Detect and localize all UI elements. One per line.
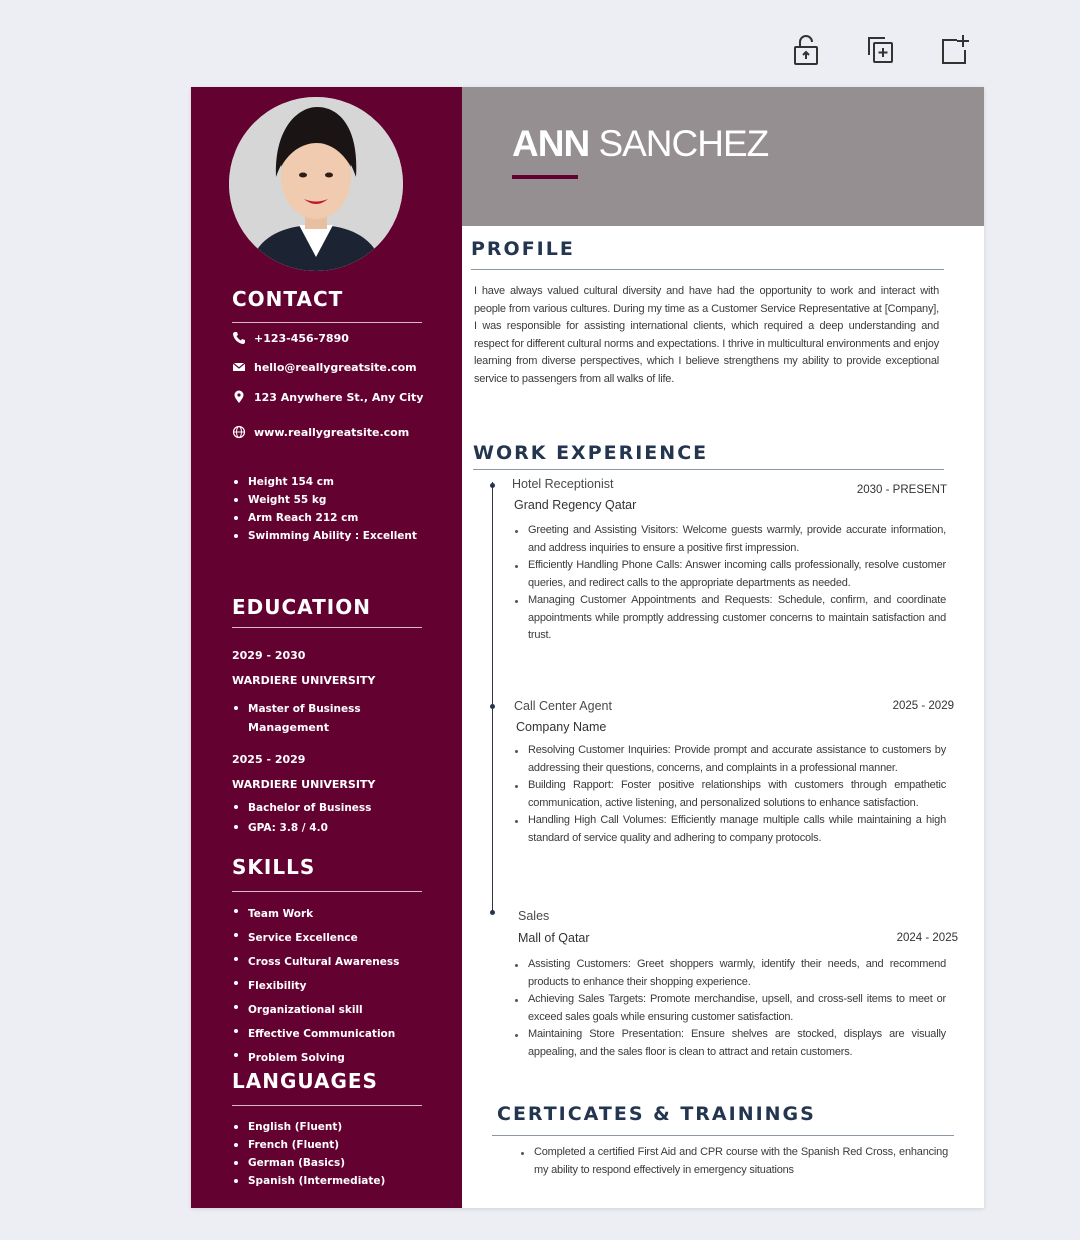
skills-heading: SKILLS	[232, 855, 316, 879]
contact-phone[interactable]: +123-456-7890	[232, 331, 349, 345]
list-item: Resolving Customer Inquiries: Provide prompt and accurate assistance to customers by addressing their questions, concerns, and complaints in a professional manner.	[512, 742, 946, 777]
languages-list	[232, 1118, 385, 1190]
education-details	[232, 798, 371, 838]
skills-list	[232, 902, 399, 1070]
list-item: German (Basics)	[232, 1154, 385, 1172]
list-item: Greeting and Assisting Visitors: Welcome guests warmly, provide accurate information, and address inquiries to ensure a positive first impression.	[512, 522, 946, 557]
add-page-button[interactable]	[932, 28, 976, 72]
list-item: Flexibility	[232, 974, 399, 998]
person-portrait-icon	[229, 97, 403, 271]
contact-email[interactable]: hello@reallygreatsite.com	[232, 360, 417, 374]
work-experience-divider	[473, 469, 944, 470]
duplicate-page-icon	[863, 33, 897, 67]
languages-divider	[232, 1105, 422, 1106]
timeline-dot	[490, 910, 495, 915]
job-title: Call Center Agent	[514, 699, 612, 713]
job-company: Company Name	[516, 720, 607, 734]
list-item: French (Fluent)	[232, 1136, 385, 1154]
work-experience-heading: WORK EXPERIENCE	[473, 442, 709, 464]
list-item: Achieving Sales Targets: Promote merchandise, upsell, and cross-sell items to meet or exceed sales goals while ensuring customer satisfaction.	[512, 991, 946, 1026]
contact-address: 123 Anywhere St., Any City	[232, 390, 423, 404]
list-item: Team Work	[232, 902, 399, 926]
list-item: Bachelor of Business	[232, 798, 371, 818]
education-school: WARDIERE UNIVERSITY	[232, 778, 376, 791]
list-item: Effective Communication	[232, 1022, 399, 1046]
unlock-icon	[789, 33, 823, 67]
contact-divider	[232, 322, 422, 323]
education-years: 2029 - 2030	[232, 649, 306, 662]
candidate-name: ANN SANCHEZ	[512, 123, 769, 164]
education-school: WARDIERE UNIVERSITY	[232, 674, 376, 687]
contact-website[interactable]: www.reallygreatsite.com	[232, 425, 409, 439]
experience-timeline	[492, 482, 493, 914]
add-page-icon	[937, 33, 971, 67]
job-responsibilities	[512, 742, 946, 847]
education-details	[232, 699, 361, 719]
list-item: Weight 55 kg	[232, 491, 417, 509]
job-title: Hotel Receptionist	[512, 477, 614, 491]
list-item: Building Rapport: Foster positive relationships with customers through empathetic communication, active listening, and personalized solutions to enhance satisfaction.	[512, 777, 946, 812]
list-item: Master of Business	[232, 699, 361, 719]
list-item: Cross Cultural Awareness	[232, 950, 399, 974]
location-pin-icon	[232, 390, 246, 404]
document-toolbar	[780, 28, 980, 72]
name-header	[462, 87, 984, 226]
education-detail-continued: Management	[248, 721, 329, 734]
certificates-list	[518, 1144, 948, 1179]
timeline-dot	[490, 483, 495, 488]
timeline-dot	[490, 704, 495, 709]
list-item: Problem Solving	[232, 1046, 399, 1070]
list-item: Efficiently Handling Phone Calls: Answer incoming calls professionally, resolve customer queries, and redirect calls to the appropriate departments as needed.	[512, 557, 946, 592]
job-title: Sales	[518, 909, 550, 923]
profile-text: I have always valued cultural diversity and have had the opportunity to work and interact with people from various cultures. During my time as a Customer Service Representative at [Company], I was responsible for assisting international clients, which required a deep understanding and respect for different cultural norms and expectations. I thrive in multicultural environments and enjoy learning from diverse perspectives, which I believe strengthens my ability to provide exceptional service to passengers from all walks of life.	[474, 285, 939, 385]
list-item: Height 154 cm	[232, 473, 417, 491]
attributes-list	[232, 473, 417, 545]
education-years: 2025 - 2029	[232, 753, 306, 766]
email-icon	[232, 360, 246, 374]
languages-heading: LANGUAGES	[232, 1069, 378, 1093]
job-company: Mall of Qatar	[518, 931, 590, 945]
name-underline	[512, 175, 578, 179]
job-company: Grand Regency Qatar	[514, 498, 637, 512]
list-item: Service Excellence	[232, 926, 399, 950]
list-item: GPA: 3.8 / 4.0	[232, 818, 371, 838]
phone-icon	[232, 331, 246, 345]
list-item: Handling High Call Volumes: Efficiently manage multiple calls while maintaining a high standard of service quality and adhering to company protocols.	[512, 812, 946, 847]
list-item: Assisting Customers: Greet shoppers warmly, identify their needs, and recommend products to enhance their shopping experience.	[512, 956, 946, 991]
unlock-button[interactable]	[784, 28, 828, 72]
resume-sidebar	[191, 87, 462, 1208]
certificates-divider	[492, 1135, 954, 1136]
job-dates: 2024 - 2025	[896, 932, 958, 944]
list-item: Spanish (Intermediate)	[232, 1172, 385, 1190]
job-responsibilities	[512, 956, 946, 1061]
education-divider	[232, 627, 422, 628]
list-item: Managing Customer Appointments and Requests: Schedule, confirm, and coordinate appointments while promptly addressing customer concerns to maintain satisfaction and trust.	[512, 592, 946, 645]
list-item: Completed a certified First Aid and CPR course with the Spanish Red Cross, enhancing my ability to respond effectively in emergency situations	[518, 1144, 948, 1179]
duplicate-page-button[interactable]	[858, 28, 902, 72]
list-item: Arm Reach 212 cm	[232, 509, 417, 527]
list-item: Swimming Ability : Excellent	[232, 527, 417, 545]
list-item: Organizational skill	[232, 998, 399, 1022]
profile-heading: PROFILE	[471, 238, 575, 260]
resume-page[interactable]	[191, 87, 984, 1208]
job-dates: 2030 - PRESENT	[856, 484, 947, 496]
profile-divider	[471, 269, 944, 270]
job-responsibilities	[512, 522, 946, 645]
skills-divider	[232, 891, 422, 892]
list-item: English (Fluent)	[232, 1118, 385, 1136]
job-dates: 2025 - 2029	[892, 700, 954, 712]
globe-icon	[232, 425, 246, 439]
education-heading: EDUCATION	[232, 595, 371, 619]
resume-main	[462, 87, 984, 1208]
contact-heading: CONTACT	[232, 287, 344, 311]
list-item: Maintaining Store Presentation: Ensure shelves are stocked, displays are visually appealing, and the sales floor is clean to attract and retain customers.	[512, 1026, 946, 1061]
profile-photo	[229, 97, 403, 271]
certificates-heading: CERTICATES & TRAININGS	[497, 1103, 816, 1125]
